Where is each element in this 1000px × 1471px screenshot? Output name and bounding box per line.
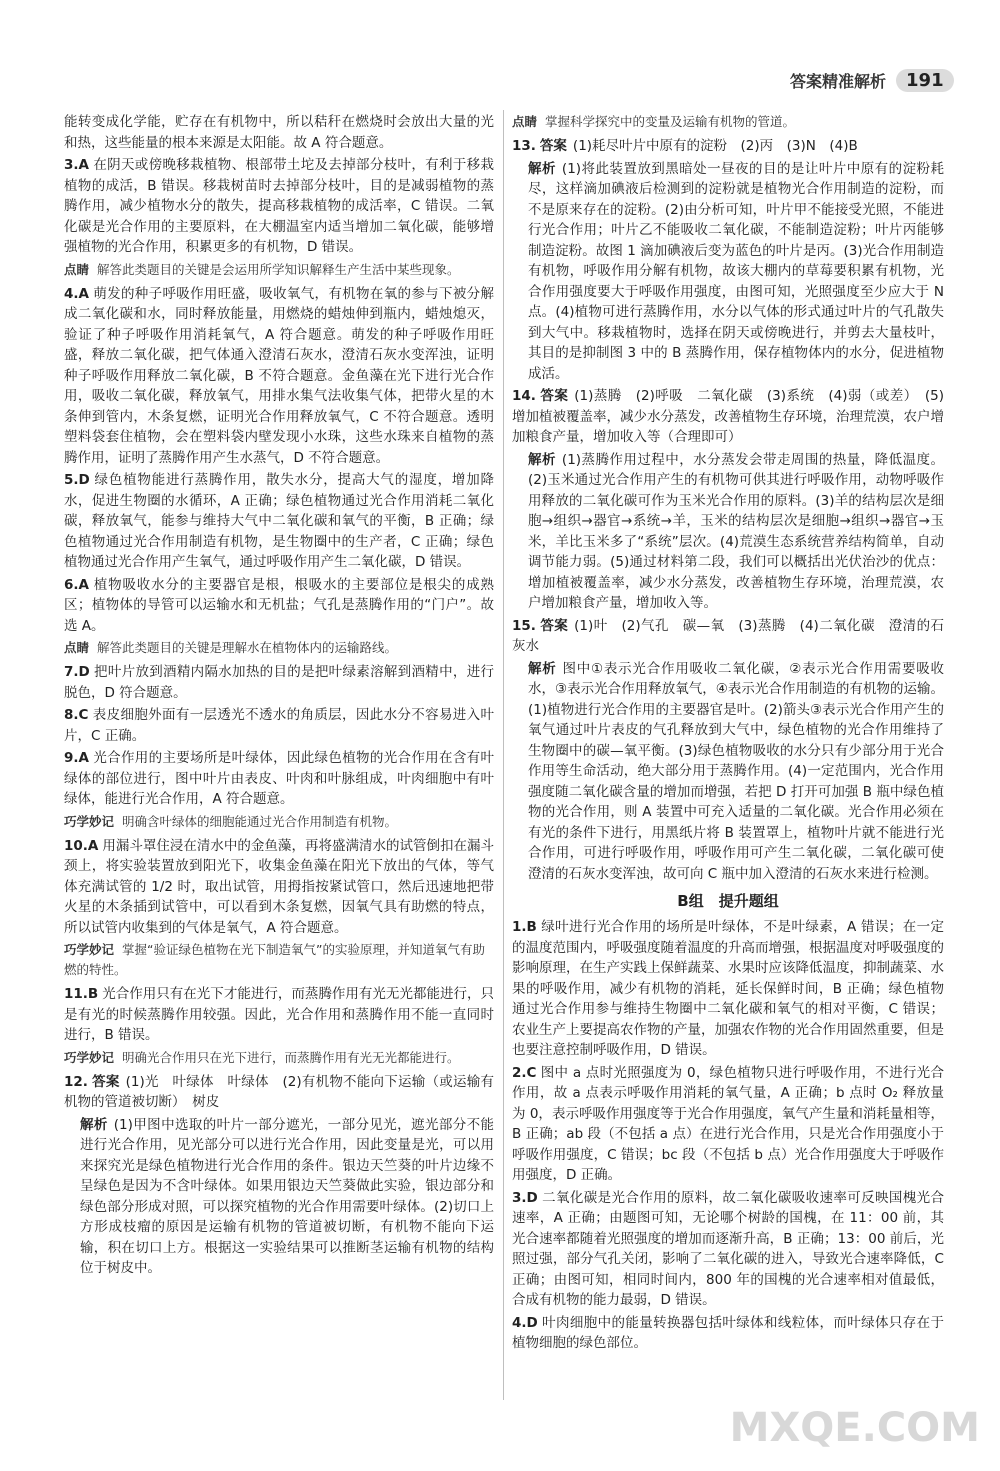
paragraph-text: 把叶片放到酒精内隔水加热的目的是把叶绿素溶解到酒精中，进行脱色，D 符合题意。: [64, 664, 494, 701]
paragraph-text: (1)耗尽叶片中原有的淀粉 (2)丙 (3)N (4)B: [572, 138, 858, 154]
paragraph-text: 解答此类题目的关键是理解水在植物体内的运输路线。: [97, 640, 398, 655]
question-number: 3.A: [64, 157, 89, 173]
question-number: 12.: [64, 1073, 88, 1090]
tip-note: [64, 940, 494, 980]
left-column: [64, 112, 494, 1281]
question-number: 3.D: [512, 1189, 538, 1206]
tip-note: [64, 1048, 494, 1068]
answer-paragraph: [64, 984, 494, 1046]
page-header: [790, 68, 954, 92]
answer-paragraph: [512, 1313, 944, 1354]
answer-paragraph: [64, 748, 494, 810]
section-label: 巧学妙记: [64, 942, 115, 957]
answer-paragraph: [64, 284, 494, 469]
paragraph-text: 绿色植物能进行蒸腾作用，散失水分，提高大气的湿度，增加降水，促进生物圈的水循环，A 正确；绿色植物通过光合作用消耗二氧化碳，释放氧气，能参与维持大气中二氧化碳和氧气的平衡，B 正确；绿色植物通过光合作用制造有机物，是生物圈中的生产者，C 正确；绿色植物通过光合作用产生氧气，通过呼吸作用产生二氧化碳，D 错误。: [64, 472, 494, 570]
watermark: MXQE.COM: [729, 1405, 980, 1451]
paragraph-text: 解答此类题目的关键是会运用所学知识解释生产生活中某些现象。: [97, 261, 460, 277]
answer-paragraph: [64, 470, 494, 573]
answer-paragraph: [64, 1072, 494, 1113]
question-number: 1.B: [512, 919, 537, 935]
answer-paragraph: [64, 112, 494, 153]
section-label: 答案: [539, 617, 569, 634]
tip-note: [64, 812, 494, 832]
question-number: 2.C: [512, 1064, 537, 1081]
section-label: 巧学妙记: [64, 813, 115, 829]
answer-paragraph: [64, 155, 494, 258]
paragraph-text: 植物吸收水分的主要器官是根，根吸水的主要部位是根尖的成熟区；植物体的导管可以运输水和无机盐；气孔是蒸腾作用的“门户”。故选 A。: [64, 576, 494, 634]
question-number: 7.D: [64, 664, 90, 680]
group-title: B组 提升题组: [677, 892, 779, 910]
section-label: 答案: [91, 1073, 120, 1090]
section-label: 解析: [80, 1116, 108, 1133]
paragraph-text: 光合作用只有在光下才能进行，而蒸腾作用有光无光都能进行，只是有光的时候蒸腾作用较强。因此，光合作用和蒸腾作用不能一直同时进行，B 错误。: [64, 986, 494, 1043]
question-number: 4.A: [64, 285, 89, 302]
paragraph-text: (1)蒸腾作用过程中，水分蒸发会带走周围的热量，降低温度。(2)玉米通过光合作用产生的有机物可供其进行呼吸作用，动物呼吸作用释放的二氧化碳可作为玉米光合作用的原料。(3)羊的结构层次是细胞→组织→器官→系统→羊，玉米的结构层次是细胞→组织→器官→玉米，羊比玉米多了“系统”层次。(4)荒漠生态系统营养结构简单，自动调节能力弱。(5)通过材料第二段，我们可以概括出光伏治沙的优点：增加植被覆盖率，减少水分蒸发，改善植物生存环境，治理荒漠，农户增加粮食产量，增加收入等。: [528, 451, 944, 611]
paragraph-text: (1)将此装置放到黑暗处一昼夜的目的是让叶片中原有的淀粉耗尽，这样滴加碘液后检测到的淀粉就是植物光合作用制造的淀粉，而不是原来存在的淀粉。(2)由分析可知，叶片甲不能接受光照，不能进行光合作用；叶片乙不能吸收二氧化碳，不能制造淀粉；叶片丙能够制造淀粉。故图 1 滴加碘液后变为蓝色的叶片是丙。(3)光合作用制造有机物，呼吸作用分解有机物，故该大棚内的草莓要积累有机物，光合作用强度要大于呼吸作用强度，由图可知，光照强度至少应大于 N 点。(4)植物可进行蒸腾作用，水分以气体的形式通过叶片的气孔散失到大气中。移栽植物时，选择在阴天或傍晚进行，并剪去大量枝叶，其目的是抑制图 3 中的 B 蒸腾作用，保存植物体内的水分，促进植物成活。: [528, 160, 944, 382]
paragraph-text: 图中 a 点时光照强度为 0，绿色植物只进行呼吸作用，不进行光合作用，故 a 点表示呼吸作用消耗的氧气量，A 正确；b 点时 O₂ 释放量为 0，表示呼吸作用强度等于光合作用强度，氧气产生量和消耗量相等，B 正确；ab 段（不包括 a 点）在进行光合作用，只是光合作用强度小于呼吸作用强度，C 错误；bc 段（不包括 b 点）光合作用强度大于呼吸作用强度，D 正确。: [512, 1064, 944, 1183]
section-label: 点睛: [512, 114, 538, 129]
paragraph-text: (1)蒸腾 (2)呼吸 二氧化碳 (3)系统 (4)弱（或差） (5)增加植被覆盖率，减少水分蒸发，改善植物生存环境，治理荒漠，农户增加粮食产量，增加收入等（合理即可）: [512, 388, 944, 445]
paragraph-text: 图中①表示光合作用吸收二氧化碳，②表示光合作用需要吸收水，③表示光合作用释放氧气，④表示光合作用制造的有机物的运输。(1)植物进行光合作用的主要器官是叶。(2)箭头③表示光合作用产生的氧气通过叶片表皮的气孔释放到大气中，绿色植物的光合作用维持了生物圈中的碳—氧平衡。(3)绿色植物吸收的水分只有少部分用于光合作用等生命活动，绝大部分用于蒸腾作用。(4)一定范围内，光合作用强度随二氧化碳含量的增加而增强，若把 D 打开可加强 B 瓶中绿色植物的光合作用，则 A 装置中可充入适量的二氧化碳。光合作用必须在有光的条件下进行，用黑纸片将 B 装置罩上，植物叶片就不能进行光合作用，可进行呼吸作用，呼吸作用可产生二氧化碳，二氧化碳可使澄清的石灰水变浑浊，故可向 C 瓶中加入澄清的石灰水来进行检测。: [528, 660, 944, 882]
paragraph-text: 在阴天或傍晚移栽植物、根部带土坨及去掉部分枝叶，有利于移栽植物的成活，B 错误。移栽树苗时去掉部分枝叶，目的是减弱植物的蒸腾作用，减少植物水分的散失，提高移栽植物的成活率，C 错误。二氧化碳是光合作用的主要原料，在大棚温室内适当增加二氧化碳，能够增强植物的光合作用，积累更多的有机物，D 错误。: [64, 157, 494, 255]
paragraph-text: 掌握科学探究中的变量及运输有机物的管道。: [545, 114, 796, 129]
tip-note: [64, 638, 494, 658]
paragraph-text: (1)光 叶绿体 叶绿体 (2)有机物不能向下运输（或运输有机物的管道被切断） 树皮: [64, 1073, 494, 1110]
answer-paragraph: [512, 1188, 944, 1311]
answer-paragraph: [64, 575, 494, 637]
paragraph-text: 能转变成化学能，贮存在有机物中，所以秸秆在燃烧时会放出大量的光和热，这些能量的根本来源是太阳能。故 A 符合题意。: [64, 114, 494, 151]
answer-paragraph: [512, 159, 944, 385]
question-number: 11.B: [64, 986, 99, 1002]
paragraph-text: 叶肉细胞中的能量转换器包括叶绿体和线粒体，而叶绿体只存在于植物细胞的绿色部位。: [512, 1314, 944, 1351]
question-number: 4.D: [512, 1314, 538, 1331]
paragraph-text: (1)甲图中选取的叶片一部分遮光，一部分见光，遮光部分不能进行光合作用，见光部分可以进行光合作用，因此变量是光，可以用来探究光是绿色植物进行光合作用的条件。银边天竺葵的叶片边缘不呈绿色是因为不含叶绿体。如果用银边天竺葵做此实验，银边部分和绿色部分形成对照，可以探究植物的光合作用需要叶绿体。(2)切口上方形成枝瘤的原因是运输有机物的管道被切断，有机物不能向下运输，积在切口上方。根据这一实验结果可以推断茎运输有机物的结构位于树皮中。: [80, 1116, 495, 1276]
question-number: 14.: [512, 388, 536, 404]
header-title: 答案精准解析: [790, 71, 887, 91]
answer-paragraph: [512, 659, 944, 885]
section-label: 巧学妙记: [64, 1049, 115, 1065]
paragraph-text: 明确含叶绿体的细胞能通过光合作用制造有机物。: [122, 813, 398, 829]
section-label: 点睛: [64, 640, 90, 655]
paragraph-text: 掌握“验证绿色植物在光下制造氧气”的实验原理，并知道氧气有助燃的特性。: [64, 942, 485, 977]
answer-paragraph: [512, 136, 944, 157]
answer-paragraph: [512, 1063, 944, 1186]
right-column: [512, 112, 944, 1356]
question-number: 9.A: [64, 750, 89, 766]
section-label: 答案: [539, 138, 567, 154]
answer-paragraph: [512, 386, 944, 448]
page-number: 191: [896, 69, 954, 92]
question-number: 5.D: [64, 472, 90, 488]
paragraph-text: 光合作用的主要场所是叶绿体，因此绿色植物的光合作用在含有叶绿体的部位进行，图中叶片由表皮、叶肉和叶脉组成，叶肉细胞中有叶绿体，能进行光合作用，A 符合题意。: [64, 750, 494, 807]
answer-paragraph: [64, 836, 494, 939]
section-label: 答案: [539, 388, 569, 404]
section-label: 解析: [528, 451, 556, 468]
question-number: 8.C: [64, 707, 89, 723]
paragraph-text: 明确光合作用只在光下进行，而蒸腾作用有光无光都能进行。: [122, 1049, 460, 1065]
answer-paragraph: [512, 616, 944, 657]
paragraph-text: 绿叶进行光合作用的场所是叶绿体，不是叶绿素，A 错误；在一定的温度范围内，呼吸强度随着温度的升高而增强，根据温度对呼吸强度的影响原理，在生产实践上保鲜蔬菜、水果时应该降低温度，抑制蔬菜、水果的呼吸作用，减少有机物的消耗，延长保鲜时间，B 正确；绿色植物通过光合作用参与维持生物圈中二氧化碳和氧气的相对平衡，C 错误；农业生产上要提高农作物的产量，加强农作物的光合作用固然重要，但是也要注意控制呼吸作用，D 错误。: [512, 919, 944, 1058]
column-divider: [503, 110, 504, 1400]
question-number: 10.A: [64, 837, 99, 854]
answer-paragraph: [512, 917, 944, 1061]
section-label: 解析: [528, 160, 556, 177]
paragraph-text: 用漏斗罩住浸在清水中的金鱼藻，再将盛满清水的试管倒扣在漏斗颈上，将实验装置放到阳光下，收集金鱼藻在阳光下放出的气体，等气体充满试管的 1/2 时，取出试管，用拇指按紧试管口，然后迅速地把带火星的木条插到试管中，可以看到木条复燃，因氧气具有助燃的特点，所以试管内收集到的气体是氧气，A 符合题意。: [64, 837, 494, 936]
answer-paragraph: [512, 450, 944, 614]
section-label: 点睛: [64, 261, 90, 277]
question-number: 15.: [512, 617, 536, 634]
tip-note: [512, 112, 944, 132]
answer-paragraph: [64, 705, 494, 746]
section-label: 解析: [528, 660, 557, 677]
paragraph-text: (1)叶 (2)气孔 碳—氧 (3)蒸腾 (4)二氧化碳 澄清的石灰水: [512, 617, 944, 654]
question-number: 6.A: [64, 576, 89, 593]
question-number: 13.: [512, 138, 536, 154]
tip-note: [64, 260, 494, 280]
paragraph-text: 表皮细胞外面有一层透光不透水的角质层，因此水分不容易进入叶片，C 正确。: [64, 707, 494, 744]
answer-paragraph: [64, 662, 494, 703]
paragraph-text: 萌发的种子呼吸作用旺盛，吸收氧气，有机物在氧的参与下被分解成二氧化碳和水，同时释放能量，用燃烧的蜡烛伸到瓶内，蜡烛熄灭，验证了种子呼吸作用消耗氧气，A 符合题意。萌发的种子呼吸作用旺盛，释放二氧化碳，把气体通入澄清石灰水，澄清石灰水变浑浊，证明种子呼吸作用释放二氧化碳，B 不符合题意。金鱼藻在光下进行光合作用，吸收二氧化碳，释放氧气，用排水集气法收集气体，把带火星的木条伸到管内，木条复燃，证明光合作用释放氧气，C 不符合题意。透明塑料袋套住植物，会在塑料袋内壁发现小水珠，这些水珠来自植物的蒸腾作用，证明了蒸腾作用产生水蒸气，D 不符合题意。: [64, 285, 494, 466]
answer-paragraph: [64, 1115, 494, 1279]
paragraph-text: 二氧化碳是光合作用的原料，故二氧化碳吸收速率可反映国槐光合速率，A 正确；由题图可知，无论哪个树龄的国槐，在 11：00 前，其光合速率都随着光照强度的增加而逐渐升高，B 正确；13：00 前后，光照过强，部分气孔关闭，影响了二氧化碳的进入，导致光合速率降低，C 正确；由图可知，相同时间内，800 年的国槐的光合速率相对值最低，合成有机物的能力最弱，D 错误。: [512, 1189, 944, 1308]
